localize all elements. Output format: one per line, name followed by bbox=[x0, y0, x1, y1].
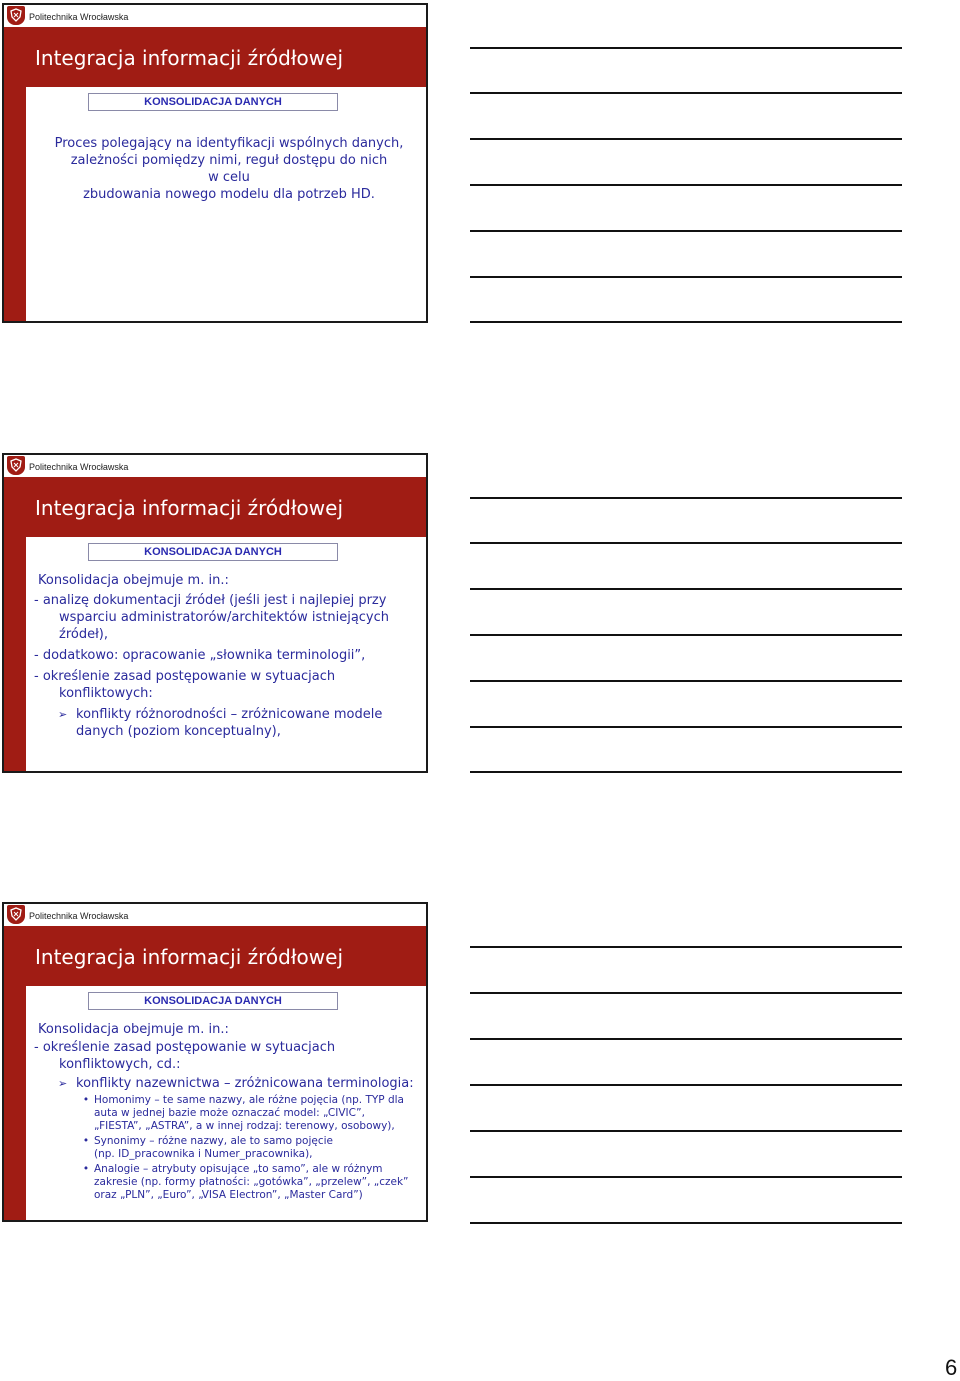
notes-line bbox=[470, 1038, 902, 1040]
sub-item bbox=[38, 706, 428, 723]
notes-line bbox=[470, 634, 902, 636]
bullet-line: zakresie (np. formy płatności: „gotówka”, „przelew”, „czek” bbox=[94, 1176, 409, 1188]
slide-body bbox=[44, 135, 414, 203]
intro-line: Konsolidacja obejmuje m. in.: bbox=[38, 573, 229, 588]
slide-header bbox=[4, 455, 426, 477]
slide-body bbox=[34, 572, 428, 740]
section-label: KONSOLIDACJA DANYCH bbox=[88, 93, 338, 111]
text-line: - dodatkowo: opracowanie „słownika terminologii”, bbox=[34, 648, 366, 663]
list-item bbox=[78, 1094, 428, 1133]
bullet-line: auta w jednej bazie może oznaczać model: „CIVIC”, bbox=[94, 1107, 365, 1119]
notes-line bbox=[470, 1084, 902, 1086]
bullet-line: oraz „PLN”, „Euro”, „VISA Electron”, „Master Card”) bbox=[94, 1189, 363, 1201]
notes-line bbox=[470, 184, 902, 186]
notes-line bbox=[470, 680, 902, 682]
university-name: Politechnika Wrocławska bbox=[29, 12, 129, 22]
intro-line: Konsolidacja obejmuje m. in.: bbox=[38, 1022, 229, 1037]
slide-title: Integracja informacji źródłowej bbox=[35, 945, 343, 969]
bullet-dot-icon: • bbox=[82, 1094, 90, 1106]
title-bar bbox=[4, 477, 426, 537]
notes-line bbox=[470, 1176, 902, 1178]
text-line: zależności pomiędzy nimi, reguł dostępu do nich bbox=[70, 153, 388, 168]
bullet-dot-icon: • bbox=[82, 1163, 90, 1175]
notes-line bbox=[470, 276, 902, 278]
notes-line bbox=[470, 497, 902, 499]
text-line: danych (poziom konceptualny), bbox=[76, 724, 281, 739]
bullet-line: „FIESTA”, „ASTRA”, a w innej rodzaj: terenowy, osobowy), bbox=[94, 1120, 395, 1132]
slide-title: Integracja informacji źródłowej bbox=[35, 496, 343, 520]
slide-3 bbox=[2, 902, 428, 1222]
slide-title: Integracja informacji źródłowej bbox=[35, 46, 343, 70]
notes-line bbox=[470, 771, 902, 773]
notes-line bbox=[470, 1130, 902, 1132]
notes-line bbox=[470, 138, 902, 140]
text-line: konflikty różnorodności – zróżnicowane modele bbox=[76, 707, 383, 722]
list-item bbox=[78, 1163, 428, 1202]
arrow-bullet-icon: ➢ bbox=[58, 1077, 68, 1090]
text-line: zbudowania nowego modelu dla potrzeb HD. bbox=[83, 187, 375, 202]
notes-line bbox=[470, 588, 902, 590]
bullet-line: Homonimy – te same nazwy, ale różne pojęcia (np. TYP dla bbox=[94, 1094, 404, 1106]
notes-line bbox=[470, 1222, 902, 1224]
slide-2 bbox=[2, 453, 428, 773]
sub-item bbox=[38, 1075, 428, 1092]
university-logo bbox=[7, 456, 25, 475]
text-line: konfliktowych, cd.: bbox=[59, 1057, 181, 1072]
title-bar bbox=[4, 926, 426, 986]
bullet-line: (np. ID_pracownika i Numer_pracownika), bbox=[94, 1148, 313, 1160]
section-label: KONSOLIDACJA DANYCH bbox=[88, 992, 338, 1010]
notes-line bbox=[470, 321, 902, 323]
university-logo bbox=[7, 905, 25, 924]
text-line: - określenie zasad postępowanie w sytuacjach bbox=[34, 1040, 336, 1055]
slide-body bbox=[34, 1021, 428, 1202]
text-line: konflikty nazewnictwa – zróżnicowana terminologia: bbox=[76, 1076, 414, 1091]
slide-1 bbox=[2, 3, 428, 323]
university-name: Politechnika Wrocławska bbox=[29, 911, 129, 921]
text-line: - określenie zasad postępowanie w sytuacjach bbox=[34, 669, 336, 684]
university-name: Politechnika Wrocławska bbox=[29, 462, 129, 472]
title-bar bbox=[4, 27, 426, 87]
text-line: źródeł), bbox=[59, 627, 108, 642]
notes-line bbox=[470, 92, 902, 94]
list-item bbox=[78, 1135, 428, 1161]
notes-line bbox=[470, 726, 902, 728]
arrow-bullet-icon: ➢ bbox=[58, 708, 68, 721]
bullet-dot-icon: • bbox=[82, 1135, 90, 1147]
university-logo bbox=[7, 6, 25, 25]
bullet-list bbox=[38, 1094, 428, 1202]
notes-line bbox=[470, 230, 902, 232]
slide-header bbox=[4, 5, 426, 27]
notes-line bbox=[470, 946, 902, 948]
text-line: - analizę dokumentacji źródeł (jeśli jest i najlepiej przy bbox=[34, 593, 387, 608]
bullet-line: Synonimy – różne nazwy, ale to samo pojęcie bbox=[94, 1135, 333, 1147]
notes-line bbox=[470, 992, 902, 994]
section-label: KONSOLIDACJA DANYCH bbox=[88, 543, 338, 561]
page-number: 6 bbox=[945, 1355, 958, 1380]
notes-line bbox=[470, 542, 902, 544]
text-line: konfliktowych: bbox=[59, 686, 153, 701]
text-line: w celu bbox=[208, 170, 250, 185]
text-line: wsparciu administratorów/architektów istniejących bbox=[59, 610, 390, 625]
slide-header bbox=[4, 904, 426, 926]
text-line: Proces polegający na identyfikacji wspólnych danych, bbox=[54, 136, 404, 151]
notes-line bbox=[470, 47, 902, 49]
bullet-line: Analogie – atrybuty opisujące „to samo”, ale w różnym bbox=[94, 1163, 383, 1175]
